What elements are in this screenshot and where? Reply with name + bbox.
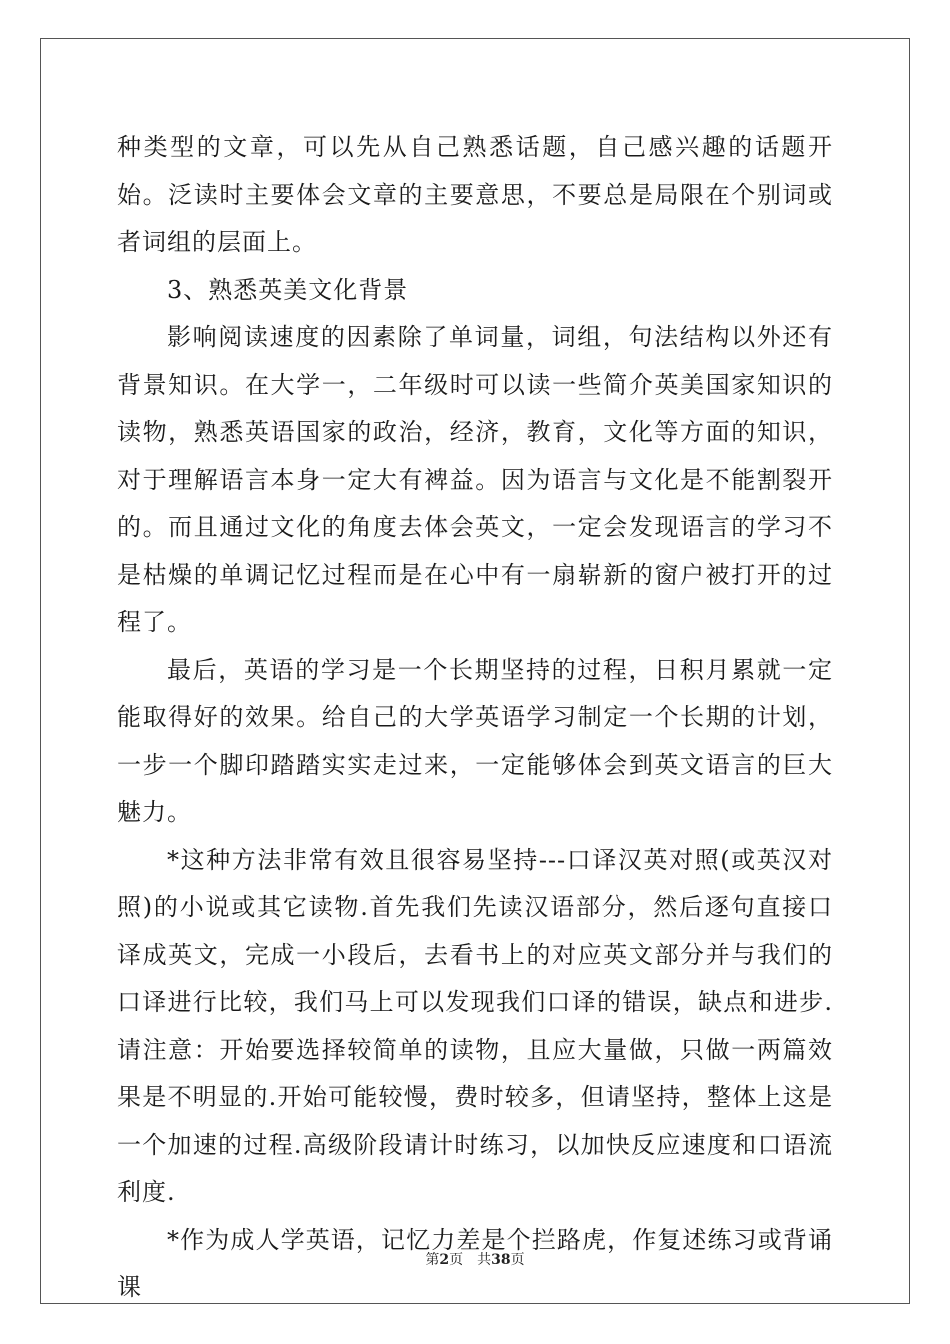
paragraph-memory-tip: *作为成人学英语，记忆力差是个拦路虎，作复述练习或背诵课 xyxy=(117,1225,833,1301)
page-prefix: 第 xyxy=(425,1252,440,1268)
page-number: 2 xyxy=(439,1252,450,1268)
paragraph-culture-background: 影响阅读速度的因素除了单词量，词组，句法结构以外还有背景知识。在大学一，二年级时可以读一些简介英美国家知识的读物，熟悉英语国家的政治，经济，教育，文化等方面的知识，对于理解语言本身一定大有裨益。因为语言与文化是不能割裂开的。而且通过文化的角度去体会英文，一定会发现语言的学习不是枯燥的单调记忆过程而是在心中有一扇崭新的窗户被打开的过程了。 xyxy=(117,323,833,636)
page-unit: 页 xyxy=(449,1252,464,1268)
section-heading: 3、熟悉英美文化背景 xyxy=(167,275,409,304)
paragraph-translation-method: *这种方法非常有效且很容易坚持---口译汉英对照(或英汉对照)的小说或其它读物.首先我们先读汉语部分，然后逐句直接口译成英文，完成一小段后，去看书上的对应英文部分并与我们的口译进行比较，我们马上可以发现我们口译的错误，缺点和进步.请注意：开始要选择较简单的读物，且应大量做，只做一两篇效果是不明显的.开始可能较慢，费时较多，但请坚持，整体上这是一个加速的过程.高级阶段请计时练习，以加快反应速度和口语流利度. xyxy=(117,845,833,1206)
paragraph-conclusion: 最后，英语的学习是一个长期坚持的过程，日积月累就一定能取得好的效果。给自己的大学英语学习制定一个长期的计划，一步一个脚印踏踏实实走过来，一定能够体会到英文语言的巨大魅力。 xyxy=(117,655,833,826)
total-unit: 页 xyxy=(510,1252,525,1268)
paragraph-continuation: 种类型的文章，可以先从自己熟悉话题，自己感兴趣的话题开始。泛读时主要体会文章的主要意思，不要总是局限在个别词或者词组的层面上。 xyxy=(117,133,833,256)
total-prefix: 共 xyxy=(477,1252,492,1268)
total-pages: 38 xyxy=(491,1252,511,1268)
page-footer xyxy=(0,1249,950,1269)
document-body xyxy=(117,124,833,1312)
